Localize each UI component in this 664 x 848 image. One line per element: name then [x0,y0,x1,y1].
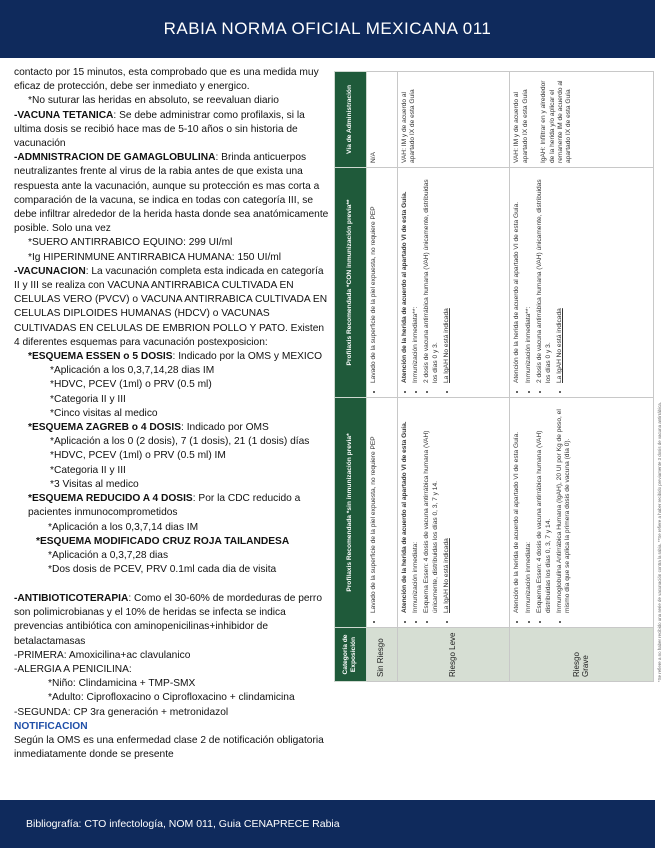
text-line: contacto por 15 minutos, esta comprobado que es una medida muy eficaz de protección, debe ser inmediato y energico. [14,67,319,93]
category-cell: Riesgo Leve [397,628,510,682]
table-footnote: *Se refiere a no haber recibido una serie de vacunación contra la rabia. **Se refiere a haber recibido previamente 3 dosis de vacuna antirrábica. [657,402,662,682]
text-line: -VACUNACION: La vacunación completa esta indicada en categoría II y III se realiza con VACUNA ANTIRRABICA CULTIVADA EN CELULAS VERO (PVCV) o VACUNA ANTIRRABICA CULTIVADA EN CELULAS DIPLOIDES HUMANAS (HDCV) o VACUNAS CULTIVADAS EN CELULAS DE EMBRION POLLO Y PATO. Existen 4 diferentes esquemas para vacunación postexposicion: [14,265,328,348]
category-cell: Riesgo Grave [510,628,654,682]
rotated-table [334,72,662,682]
table-cell: • Lavado de la superficie de la piel expuesta, no requiere PEP [366,168,397,398]
text-line: *HDVC, PCEV (1ml) o PRV (0.5 ml) IM [50,450,226,462]
text-line: *ESQUEMA ESSEN o 5 DOSIS: Indicado por la OMS y MEXICO [28,351,323,363]
table-cell: VAH: IM y de acuerdo al apartado IX de esta Guía IgAH: Infiltrar en y alrededor de la herida y/o aplicar el remanente IM de acuerdo al apartado IX de esta Guía [510,72,654,168]
col-header: Categoría de Exposición [335,628,367,682]
text-line: *Niño: Clindamicina + TMP-SMX [48,678,196,690]
text-line: *Adulto: Ciprofloxacino o Ciprofloxacino + clindamicina [48,692,295,704]
text-line: *Dos dosis de PCEV, PRV 0.1ml cada dia de visita [48,564,277,576]
table-header-row [335,72,367,682]
table-cell: N/A [366,72,397,168]
table-row [397,72,510,682]
text-line: *ESQUEMA MODIFICADO CRUZ ROJA TAILANDESA [36,535,290,547]
bibliography-text: Bibliografía: CTO infectología, NOM 011, Guia CENAPRECE Rabia [26,818,340,830]
text-line: *Categoria II y III [50,393,126,405]
text-line: -VACUNA TETANICA: Se debe administrar como profilaxis, si la ultima dosis se recibió hace mas de 5-10 años o sin historia de vacunación [14,109,305,150]
table-row [366,72,397,682]
main-text-lower [14,592,332,762]
page-title: RABIA NORMA OFICIAL MEXICANA 011 [163,19,492,38]
text-line: *Aplicación a los 0,3,7,14 dias IM [48,521,199,533]
text-line: -SEGUNDA: CP 3ra generación + metronidazol [14,706,229,718]
text-line: *Aplicación a 0,3,7,28 dias [48,549,169,561]
prophylaxis-table [334,71,654,682]
col-header: Profilaxis Recomendada *CON inmunización previa** [335,168,367,398]
main-text [14,66,330,577]
text-line: *SUERO ANTIRRABICO EQUINO: 299 UI/ml [28,237,233,249]
section-heading: NOTIFICACION [14,720,88,732]
page-footer [0,800,655,848]
text-line: *ESQUEMA REDUCIDO A 4 DOSIS: Por la CDC reducido a pacientes inmunocomprometidos [28,493,301,519]
table-row [510,72,654,682]
table-cell: • Atención de la herida de acuerdo al apartado VI de esta Guía. • Inmunización inmediata**: • 2 dosis de vacuna antirrábica humana (VAH) únicamente, distribuidas los días 0 y 3. • La IgAH No está indicada [510,168,654,398]
table-cell: • Lavado de la superficie de la piel expuesta, no requiere PEP [366,398,397,628]
text-line: *Categoria II y III [50,464,126,476]
table-cell: • Atención de la herida de acuerdo al apartado VI de esta Guía. • Inmunización inmediata: • Esquema Essen: 4 dosis de vacuna antirrábica humana (VAH) únicamente, distribuidas los días 0, 3, 7 y 14. • La IgAH No está indicada [397,398,510,628]
text-line: *Ig HIPERINMUNE ANTIRRABICA HUMANA: 150 UI/ml [28,251,282,263]
text-line: *ESQUEMA ZAGREB o 4 DOSIS: Indicado por OMS [28,422,269,434]
category-cell: Sin Riesgo [366,628,397,682]
col-header: Profilaxis Recomendada *sin inmunización previa* [335,398,367,628]
text-line: *No suturar las heridas en absoluto, se reevaluan diario [28,95,279,107]
prophylaxis-table-image [334,72,662,682]
col-header: Vía de Administración [335,72,367,168]
text-line: -ALERGIA A PENICILINA: [14,664,132,676]
table-cell: • Atención de la herida de acuerdo al apartado VI de esta Guía. • Inmunización inmediata: • Esquema Essen: 4 dosis de vacuna antirrábica humana (VAH) distribuidas los días 0, 3, 7 y 14. • Inmunoglobulina Antirrábica Humana (IgAH), 20 UI por Kg de peso, el mismo día que se aplica la primera dosis de vacuna (día 0). [510,398,654,628]
text-line: -PRIMERA: Amoxicilina+ac clavulanico [14,649,191,661]
text-line: -ADMNISTRACION DE GAMAGLOBULINA: Brinda anticuerpos neutralizantes frente al virus de la rabia antes de que exista una respuesta ante la vacunación, aunque su protección es mas corta a comparación de la vacuna, se indica en todas con categoría III, se debe infiltrar alrededor de la herida hasta donde sea anatómicamente posible. Solo una vez [14,152,329,235]
table-cell: • Atención de la herida de acuerdo al apartado VI de esta Guía. • Inmunización inmediata**: • 2 dosis de vacuna antirrábica humana (VAH) únicamente, distribuidas los días 0 y 3. • La IgAH No está indicada [397,168,510,398]
text-line: Según la OMS es una enfermedad clase 2 de notificación obligatoria inmediatamente donde se presente [14,735,324,761]
text-line: *Cinco visitas al medico [50,407,158,419]
text-line: -ANTIBIOTICOTERAPIA: Como el 30-60% de mordeduras de perro son polimicrobianas y el 10% de heridas se infecta se indica prevencias antibiótica con aminopenicilinas+inhibidor de betalactamasas [14,593,322,647]
text-line: *HDVC, PCEV (1ml) o PRV (0.5 ml) [50,379,212,391]
text-line: *3 Visitas al medico [50,478,139,490]
page-header [0,0,655,58]
table-cell: VAH: IM y de acuerdo al apartado IX de esta Guía [397,72,510,168]
text-line: *Aplicación a los 0,3,7,14,28 dias IM [50,365,215,377]
text-line: *Aplicación a los 0 (2 dosis), 7 (1 dosis), 21 (1 dosis) días [50,436,310,448]
